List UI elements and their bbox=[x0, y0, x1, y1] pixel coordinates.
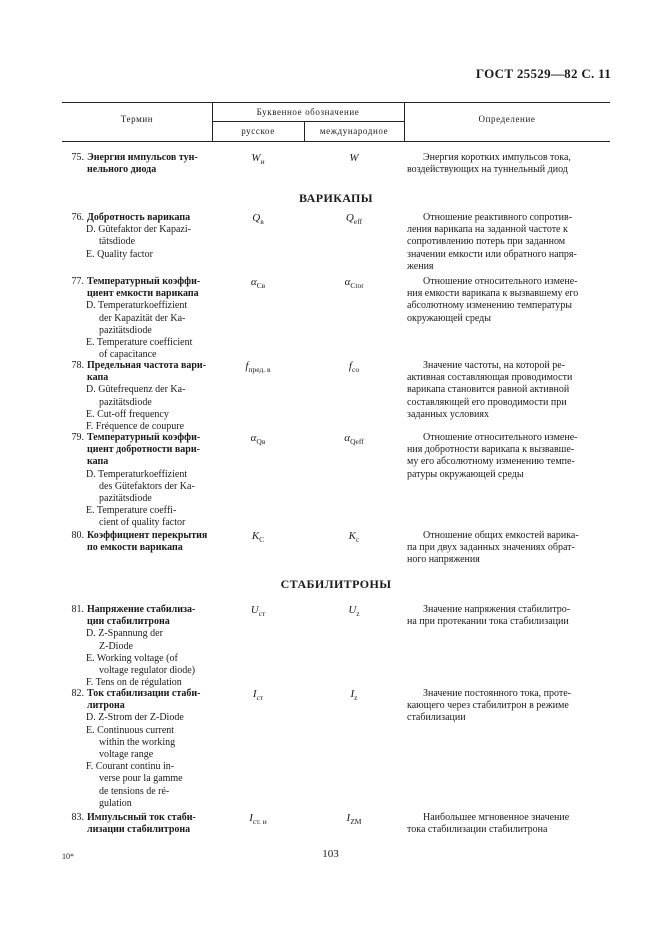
term-russian-line: по емкости варикапа bbox=[87, 542, 183, 554]
definition-cell bbox=[407, 688, 610, 725]
symbol-international bbox=[304, 604, 404, 618]
definition-line: ния добротности варикапа к вызвавше- bbox=[407, 444, 575, 456]
symbol-main: W bbox=[251, 152, 261, 164]
term-foreign-equivalent: voltage range bbox=[99, 749, 154, 761]
definition-line: па при двух заданных значениях обрат- bbox=[407, 542, 575, 554]
term-cell bbox=[62, 604, 212, 689]
term-foreign-equivalent: E. Temperature coefficient bbox=[86, 337, 193, 349]
definition-cell bbox=[407, 152, 610, 176]
symbol-main: U bbox=[348, 604, 357, 616]
term-number: 76. bbox=[71, 212, 84, 223]
symbol-international bbox=[304, 530, 404, 544]
symbol-subscript: ст bbox=[258, 609, 266, 619]
symbol-main: α bbox=[250, 432, 257, 444]
definition-line: варикапа становится равной активной bbox=[407, 384, 570, 396]
section-title-varicaps: ВАРИКАПЫ bbox=[299, 191, 373, 205]
page-number: 103 bbox=[322, 848, 339, 860]
term-russian-line bbox=[62, 212, 212, 224]
term-number: 81. bbox=[71, 604, 84, 615]
term-russian-text: Энергия импульсов тун- bbox=[87, 152, 198, 163]
definition-line: Отношение общих емкостей варика- bbox=[423, 530, 579, 541]
term-russian-line bbox=[62, 604, 212, 616]
definition-line: кающего через стабилитрон в режиме bbox=[407, 700, 569, 712]
term-number: 75. bbox=[71, 152, 84, 163]
term-foreign-equivalent: E. Quality factor bbox=[86, 248, 153, 260]
definition-cell bbox=[407, 360, 610, 421]
term-russian-text: Добротность варикапа bbox=[87, 212, 191, 223]
term-russian-line: циент емкости варикапа bbox=[87, 288, 199, 300]
symbol-subscript: пред. в bbox=[248, 365, 271, 375]
term-russian-line: капа bbox=[87, 456, 109, 468]
term-number: 82. bbox=[71, 688, 84, 699]
symbol-russian bbox=[212, 360, 304, 374]
definition-line: окружающей среды bbox=[407, 312, 491, 324]
term-foreign-equivalent: des Gütefaktors der Ka- bbox=[99, 480, 195, 492]
symbol-subscript: в bbox=[260, 217, 264, 227]
term-foreign-equivalent: E. Continuous current bbox=[86, 724, 175, 736]
column-header-definition: Определение bbox=[478, 114, 536, 124]
symbol-russian bbox=[212, 152, 304, 166]
term-russian-line: ции стабилитрона bbox=[87, 616, 170, 628]
symbol-international bbox=[304, 152, 404, 166]
symbol-subscript: и bbox=[260, 157, 265, 167]
definition-line: Отношение относительного измене- bbox=[423, 276, 578, 287]
definition-line: заданных условиях bbox=[407, 408, 489, 420]
symbol-subscript: ст bbox=[256, 693, 264, 703]
symbol-international bbox=[304, 688, 404, 702]
term-russian-line: циент добротности вари- bbox=[87, 444, 200, 456]
term-foreign-equivalent: pazitätsdiode bbox=[99, 324, 152, 336]
term-russian-line bbox=[62, 276, 212, 288]
term-foreign-equivalent: of capacitance bbox=[99, 349, 157, 361]
definition-line: Значение частоты, на которой ре- bbox=[423, 360, 565, 371]
symbol-international bbox=[304, 212, 404, 226]
term-foreign-equivalent: cient of quality factor bbox=[99, 517, 186, 529]
term-russian-line: капа bbox=[87, 372, 109, 384]
table-head-bottom-rule bbox=[62, 141, 610, 142]
term-foreign-equivalent: pazitätsdiode bbox=[99, 396, 152, 408]
definition-line: Энергия коротких импульсов тока, bbox=[423, 152, 571, 163]
term-foreign-equivalent: tätsdiode bbox=[99, 236, 136, 248]
symbol-main: Q bbox=[252, 212, 261, 224]
column-header-term: Термин bbox=[120, 114, 154, 124]
definition-line: составляющей его проводимости при bbox=[407, 396, 567, 408]
symbol-international bbox=[304, 360, 404, 374]
term-russian-text: Импульсный ток стаби- bbox=[87, 812, 196, 823]
term-russian-line bbox=[62, 688, 212, 700]
term-russian-text: Предельная частота вари- bbox=[87, 360, 207, 371]
symbol-main: I bbox=[350, 688, 355, 700]
term-russian-line bbox=[62, 152, 212, 164]
term-russian-text: Ток стабилизации стаби- bbox=[87, 688, 201, 699]
symbol-main: α bbox=[344, 432, 351, 444]
definition-line: Значение напряжения стабилитро- bbox=[423, 604, 571, 615]
symbol-subscript: Qв bbox=[256, 437, 266, 447]
term-cell bbox=[62, 812, 212, 836]
term-foreign-equivalent: gulation bbox=[99, 797, 132, 809]
page-header-title: ГОСТ 25529—82 С. 11 bbox=[475, 66, 611, 81]
term-cell bbox=[62, 688, 212, 810]
definition-line: ния емкости варикапа к вызвавшему его bbox=[407, 288, 579, 300]
symbol-subscript: ст. и bbox=[252, 817, 267, 827]
table-top-rule bbox=[62, 102, 610, 103]
column-header-russian: русское bbox=[241, 126, 275, 136]
term-foreign-equivalent: F. Courant continu in- bbox=[86, 761, 175, 773]
symbol-international bbox=[304, 276, 404, 290]
term-number: 77. bbox=[71, 276, 84, 287]
term-foreign-equivalent: D. Gütefrequenz der Ka- bbox=[86, 384, 186, 396]
symbol-international bbox=[304, 432, 404, 446]
symbol-main: W bbox=[349, 152, 359, 164]
definition-line: значении емкости или обратного напря- bbox=[407, 248, 577, 260]
term-foreign-equivalent: de tensions de ré- bbox=[99, 785, 170, 797]
term-number: 79. bbox=[71, 432, 84, 443]
term-foreign-equivalent: E. Cut-off frequency bbox=[86, 408, 169, 420]
symbol-subhead-rule bbox=[212, 121, 404, 122]
term-russian-line bbox=[62, 812, 212, 824]
symbol-main: I bbox=[252, 688, 257, 700]
term-russian-line bbox=[62, 530, 212, 542]
symbol-main: Q bbox=[345, 212, 354, 224]
term-foreign-equivalent: Z-Diode bbox=[99, 640, 133, 652]
symbol-subscript: Cв bbox=[256, 281, 266, 291]
definition-line: активная составляющая проводимости bbox=[407, 372, 573, 384]
definition-cell bbox=[407, 530, 610, 567]
symbol-russian bbox=[212, 812, 304, 826]
symbol-russian bbox=[212, 276, 304, 290]
symbol-subscript: c bbox=[356, 535, 360, 545]
definition-line: ления варикапа на заданной частоте к bbox=[407, 224, 568, 236]
term-cell bbox=[62, 276, 212, 361]
term-foreign-equivalent: F. Tens on de régulation bbox=[86, 677, 182, 689]
symbol-main: K bbox=[251, 530, 260, 542]
term-russian-text: Температурный коэффи- bbox=[87, 276, 201, 287]
section-title-stabilitrons: СТАБИЛИТРОНЫ bbox=[280, 577, 392, 591]
symbol-main: K bbox=[348, 530, 356, 542]
term-russian-line: лизации стабилитрона bbox=[87, 824, 191, 836]
definition-cell bbox=[407, 604, 610, 628]
term-russian-line: литрона bbox=[87, 700, 125, 712]
definition-line: сопротивлению потерь при заданном bbox=[407, 236, 566, 248]
symbol-subscript: z bbox=[356, 609, 360, 619]
term-foreign-equivalent: verse pour la gamme bbox=[99, 773, 183, 785]
symbol-subscript: C bbox=[259, 535, 265, 545]
term-cell bbox=[62, 360, 212, 433]
definition-cell bbox=[407, 212, 610, 273]
term-foreign-equivalent: D. Temperaturkoeffizient bbox=[86, 300, 188, 312]
symbol-subscript: Qeff bbox=[350, 437, 364, 447]
term-cell bbox=[62, 432, 212, 530]
column-header-symbol: Буквенное обозначение bbox=[256, 107, 360, 117]
definition-line: му его абсолютному изменению темпе- bbox=[407, 456, 575, 468]
definition-line: ратуры окружающей среды bbox=[407, 468, 524, 480]
definition-line: ного напряжения bbox=[407, 554, 480, 566]
term-foreign-equivalent: D. Z-Strom der Z-Diode bbox=[86, 712, 184, 724]
symbol-main: I bbox=[346, 812, 351, 824]
term-foreign-equivalent: D. Gütefaktor der Kapazi- bbox=[86, 224, 191, 236]
definition-cell bbox=[407, 432, 610, 481]
definition-line: жения bbox=[407, 260, 434, 272]
symbol-russian bbox=[212, 530, 304, 544]
definition-line: тока стабилизации стабилитрона bbox=[407, 824, 548, 836]
definition-cell bbox=[407, 812, 610, 836]
footnote-mark: 10* bbox=[62, 852, 74, 861]
symbol-international bbox=[304, 812, 404, 826]
term-number: 83. bbox=[71, 812, 84, 823]
term-russian-line bbox=[62, 432, 212, 444]
definition-line: стабилизации bbox=[407, 712, 466, 724]
term-russian-text: Температурный коэффи- bbox=[87, 432, 201, 443]
term-foreign-equivalent: F. Fréquence de coupure bbox=[86, 421, 185, 433]
term-russian-text: Коэффициент перекрытия bbox=[87, 530, 208, 541]
symbol-russian bbox=[212, 212, 304, 226]
term-cell bbox=[62, 152, 212, 176]
symbol-subscript: Ctot bbox=[350, 281, 364, 291]
symbol-subscript: z bbox=[354, 693, 358, 703]
symbol-main: f bbox=[245, 360, 249, 372]
definition-cell bbox=[407, 276, 610, 325]
term-foreign-equivalent: E. Working voltage (of bbox=[86, 652, 178, 664]
term-foreign-equivalent: within the working bbox=[99, 736, 176, 748]
symbol-main: U bbox=[250, 604, 259, 616]
symbol-main: α bbox=[250, 276, 257, 288]
term-number: 78. bbox=[71, 360, 84, 371]
definition-line: на при протекании тока стабилизации bbox=[407, 616, 569, 628]
term-foreign-equivalent: pazitätsdiode bbox=[99, 493, 152, 505]
definition-line: воздействующих на туннельный диод bbox=[407, 164, 568, 176]
definition-line: Наибольшее мгновенное значение bbox=[423, 812, 570, 823]
symbol-russian bbox=[212, 604, 304, 618]
symbol-main: f bbox=[348, 360, 352, 372]
term-foreign-equivalent: D. Z-Spannung der bbox=[86, 628, 163, 640]
symbol-main: I bbox=[249, 812, 253, 824]
term-russian-line: нельного диода bbox=[87, 164, 157, 176]
definition-line: Отношение реактивного сопротив- bbox=[423, 212, 573, 223]
column-header-international: международное bbox=[319, 126, 389, 136]
term-foreign-equivalent: E. Temperature coeffi- bbox=[86, 505, 177, 517]
symbol-russian bbox=[212, 688, 304, 702]
symbol-russian bbox=[212, 432, 304, 446]
definition-line: абсолютному изменению температуры bbox=[407, 300, 572, 312]
term-foreign-equivalent: der Kapazität der Ka- bbox=[99, 312, 186, 324]
definition-line: Отношение относительного измене- bbox=[423, 432, 578, 443]
term-russian-text: Напряжение стабилиза- bbox=[87, 604, 196, 615]
symbol-main: α bbox=[344, 276, 351, 288]
term-cell bbox=[62, 530, 212, 554]
symbol-subscript: co bbox=[351, 365, 360, 375]
term-cell bbox=[62, 212, 212, 261]
term-number: 80. bbox=[71, 530, 84, 541]
term-foreign-equivalent: voltage regulator diode) bbox=[99, 665, 196, 677]
term-foreign-equivalent: D. Temperaturkoeffizient bbox=[86, 468, 188, 480]
definition-line: Значение постоянного тока, проте- bbox=[423, 688, 571, 699]
symbol-subscript: eff bbox=[353, 217, 363, 227]
term-russian-line bbox=[62, 360, 212, 372]
symbol-subscript: ZM bbox=[350, 817, 362, 827]
